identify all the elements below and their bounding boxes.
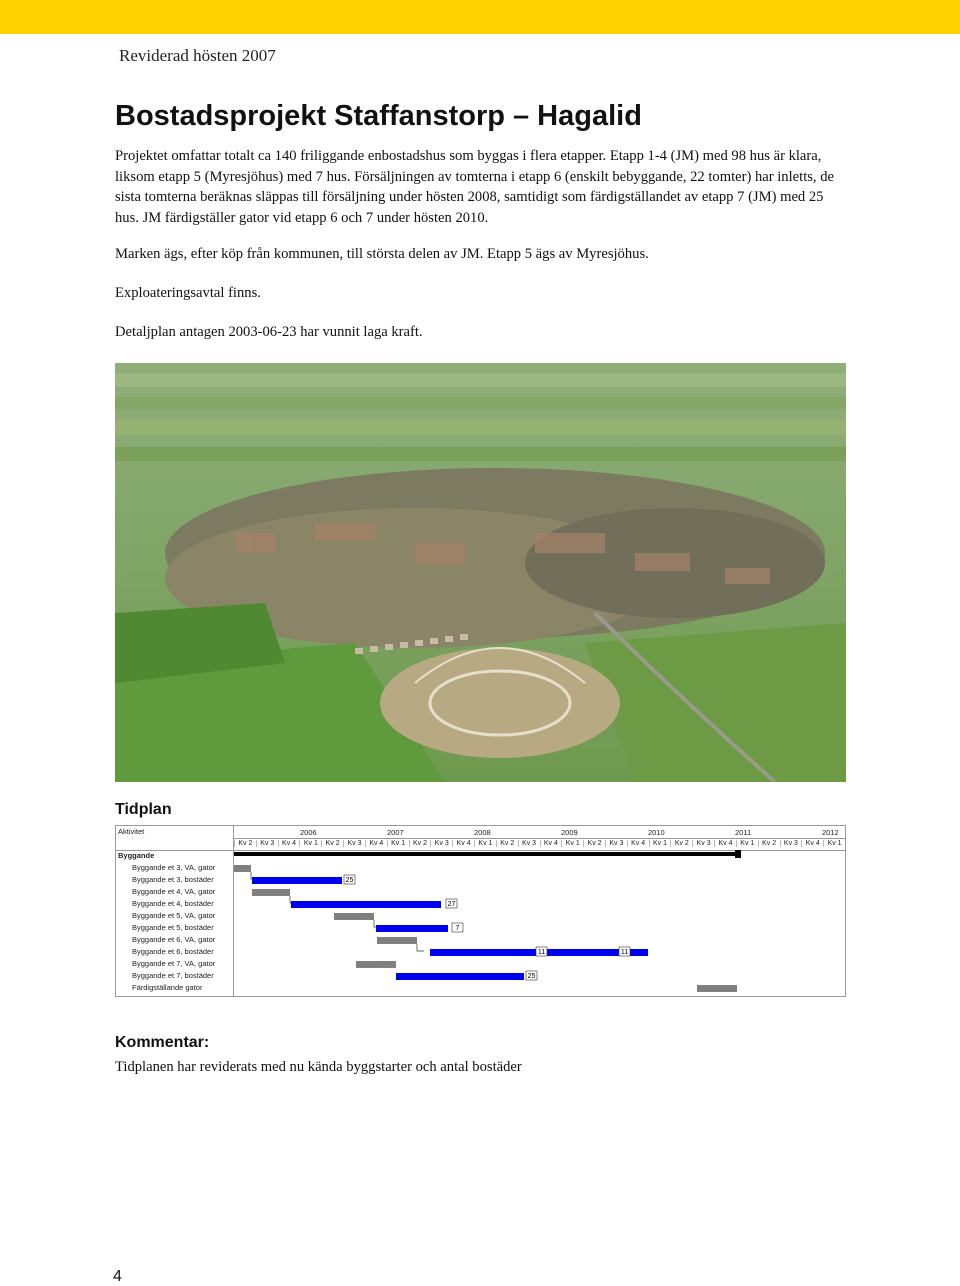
tidplan-heading: Tidplan <box>115 801 172 818</box>
year-label: 2010 <box>648 828 665 837</box>
task-bar-infra <box>377 937 417 944</box>
quarter-label: Kv 4 <box>452 840 474 847</box>
quarter-label: Kv 4 <box>278 840 300 847</box>
quarter-label: Kv 2 <box>670 840 692 847</box>
task-bar-housing <box>396 973 524 980</box>
quarter-label: Kv 2 <box>758 840 780 847</box>
activity-header: Aktivitet <box>118 827 145 836</box>
row-label: Byggande et 7, bostäder <box>132 971 214 980</box>
top-accent-bar <box>0 0 960 34</box>
intro-paragraph: Projektet omfattar totalt ca 140 friliggande enbostadshus som byggas i flera etapper. Etapp 1-4 (JM) med 98 hus är klara, liksom etapp 5 (Myresjöhus) med 7 hus. Försäljningen av tomterna i etapp 6 (enskilt bebyggande, 22 tomter) har inletts, de sista tomterna beräknas släppas till försäljning under hösten 2008, samtidigt som färdigställandet av etapp 7 (JM) med 25 hus. JM färdigställer gator vid etapp 6 och 7 under hösten 2010. <box>115 148 834 226</box>
quarter-label: Kv 4 <box>801 840 823 847</box>
row-label: Byggande et 6, VA, gator <box>132 935 216 944</box>
quarter-label: Kv 3 <box>518 840 540 847</box>
quarter-label: Kv 4 <box>365 840 387 847</box>
gantt-bars <box>234 850 845 996</box>
svg-text:11: 11 <box>537 949 546 956</box>
task-bar-infra <box>334 913 374 920</box>
year-label: 2011 <box>735 828 752 837</box>
quarter-label: Kv 2 <box>321 840 343 847</box>
task-bar-housing <box>291 901 441 908</box>
year-label: 2008 <box>474 828 491 837</box>
year-header <box>234 828 845 838</box>
quarter-label: Kv 3 <box>256 840 278 847</box>
summary-bar <box>234 852 740 856</box>
ownership-paragraph: Marken ägs, efter köp från kommunen, till största delen av JM. Etapp 5 ägs av Myresjöhus. <box>115 246 649 262</box>
aerial-photo <box>115 363 846 782</box>
quarter-label: Kv 1 <box>561 840 583 847</box>
task-bar-housing <box>252 877 342 884</box>
svg-text:7: 7 <box>455 925 460 932</box>
bar-count-label <box>536 947 547 956</box>
quarter-label: Kv 1 <box>649 840 671 847</box>
row-label: Byggande et 4, VA, gator <box>132 887 216 896</box>
dependency-arrow <box>417 944 424 951</box>
comment-text: Tidplanen har reviderats med nu kända byggstarter och antal bostäder <box>115 1059 522 1075</box>
summary-end-marker <box>735 850 741 858</box>
svg-text:11: 11 <box>620 949 629 956</box>
quarter-label: Kv 3 <box>780 840 802 847</box>
task-bar-infra <box>356 961 396 968</box>
quarter-label: Kv 1 <box>299 840 321 847</box>
quarter-label: Kv 2 <box>583 840 605 847</box>
year-label: 2009 <box>561 828 578 837</box>
quarter-label: Kv 3 <box>692 840 714 847</box>
quarter-label: Kv 1 <box>736 840 758 847</box>
bar-count-label <box>619 947 630 956</box>
quarter-label: Kv 4 <box>540 840 562 847</box>
quarter-label: Kv 2 <box>234 840 256 847</box>
quarter-label: Kv 1 <box>823 840 845 847</box>
page-title: Bostadsprojekt Staffanstorp – Hagalid <box>115 100 642 132</box>
quarter-label: Kv 1 <box>387 840 409 847</box>
revision-note: Reviderad hösten 2007 <box>119 46 276 65</box>
row-label: Byggande et 3, bostäder <box>132 875 214 884</box>
year-label: 2006 <box>300 828 317 837</box>
quarter-label: Kv 1 <box>474 840 496 847</box>
group-label: Byggande <box>118 851 155 860</box>
page-number: 4 <box>113 1268 122 1285</box>
detailplan-paragraph: Detaljplan antagen 2003-06-23 har vunnit laga kraft. <box>115 324 423 340</box>
row-label: Byggande et 5, bostäder <box>132 923 214 932</box>
row-label: Färdigställande gator <box>132 983 203 992</box>
svg-text:25: 25 <box>527 973 536 980</box>
task-bar-infra <box>697 985 737 992</box>
row-label: Byggande et 4, bostäder <box>132 899 214 908</box>
task-bar-housing <box>376 925 448 932</box>
bar-count-label <box>446 899 457 908</box>
comment-heading: Kommentar: <box>115 1034 210 1051</box>
year-label: 2012 <box>822 828 839 837</box>
quarter-label: Kv 3 <box>430 840 452 847</box>
svg-text:25: 25 <box>345 877 354 884</box>
quarter-label: Kv 2 <box>496 840 518 847</box>
quarter-label: Kv 2 <box>409 840 431 847</box>
svg-text:27: 27 <box>447 901 456 908</box>
bar-count-label <box>452 923 463 932</box>
task-bar-infra <box>252 889 290 896</box>
quarter-label: Kv 3 <box>605 840 627 847</box>
quarter-label: Kv 4 <box>714 840 736 847</box>
row-label: Byggande et 3, VA, gator <box>132 863 216 872</box>
gantt-chart <box>115 825 846 997</box>
row-label: Byggande et 7, VA, gator <box>132 959 216 968</box>
activity-column <box>116 826 234 996</box>
agreement-paragraph: Exploateringsavtal finns. <box>115 285 261 301</box>
row-label: Byggande et 5, VA, gator <box>132 911 216 920</box>
year-label: 2007 <box>387 828 404 837</box>
row-label: Byggande et 6, bostäder <box>132 947 214 956</box>
task-bar-infra <box>234 865 251 872</box>
quarter-label: Kv 3 <box>343 840 365 847</box>
bar-count-label <box>526 971 537 980</box>
quarter-label: Kv 4 <box>627 840 649 847</box>
bar-count-label <box>344 875 355 884</box>
